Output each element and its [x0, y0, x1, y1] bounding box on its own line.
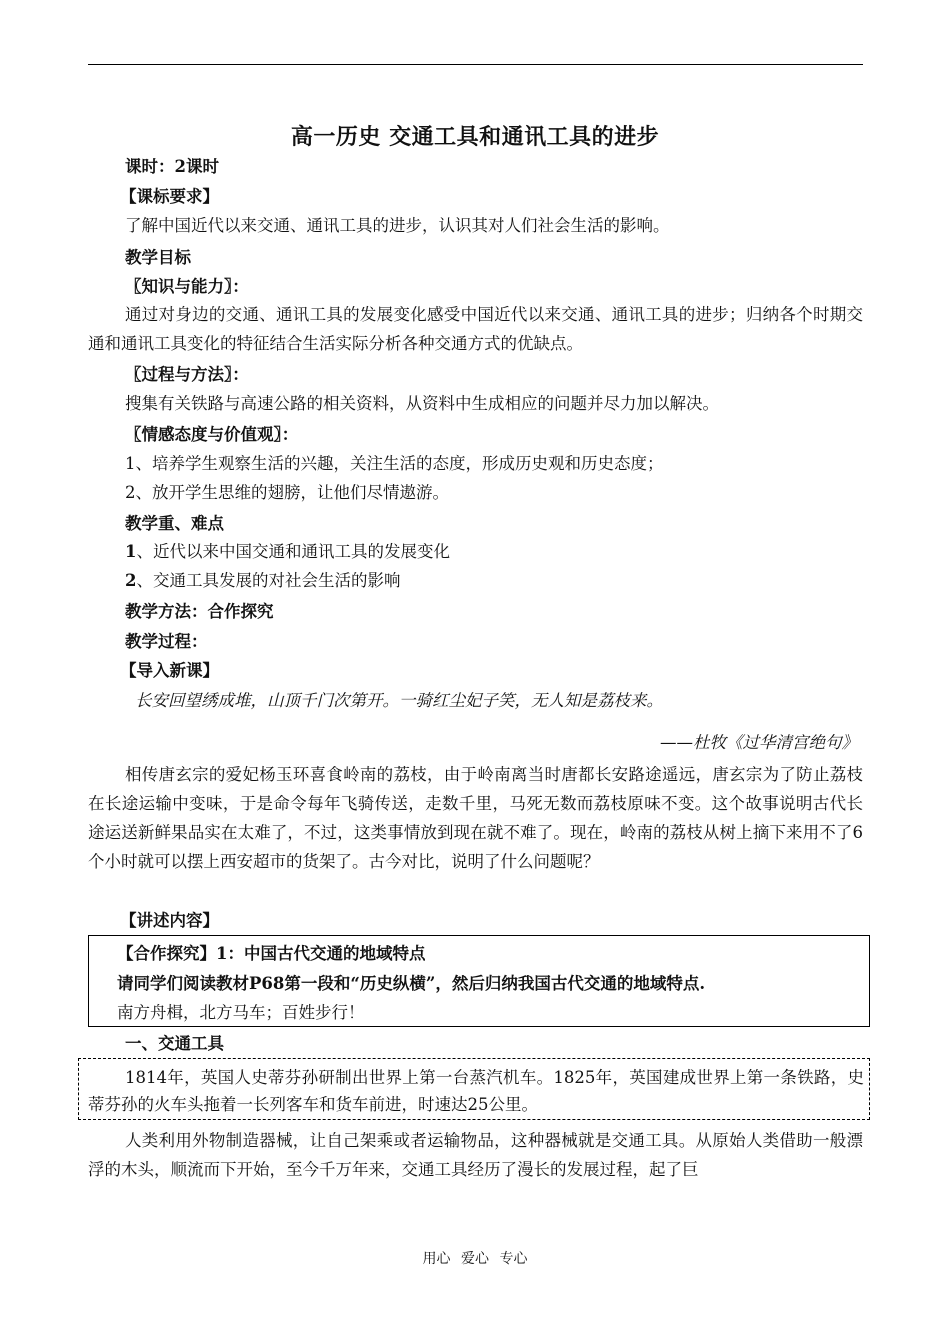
poem-source: ——杜牧《过华清宫绝句》 — [660, 733, 858, 752]
emotion-item-1: 1、培养学生观察生活的兴趣，关注生活的态度，形成历史观和历史态度； — [125, 454, 664, 473]
coop-question: 请同学们阅读教材P68第一段和“历史纵横”，然后归纳我国古代交通的地域特点. — [117, 974, 706, 993]
process-text: 搜集有关铁路与高速公路的相关资料，从资料中生成相应的问题并尽力加以解决。 — [125, 394, 719, 413]
class-hours: 课时：2课时 — [125, 157, 219, 176]
key-point-2-number: 2 — [125, 571, 137, 590]
knowledge-text: 通过对身边的交通、通讯工具的发展变化感受中国近代以来交通、通讯工具的进步；归纳各个时期交通和通讯工具变化的特征结合生活实际分析各种交通方式的优缺点。 — [88, 305, 863, 353]
intro-heading: 【导入新课】 — [120, 661, 219, 680]
key-point-1 — [125, 537, 905, 566]
section-heading-transport: 一、交通工具 — [125, 1034, 224, 1053]
locomotive-fact-box — [78, 1058, 870, 1120]
goals-heading: 教学目标 — [125, 248, 191, 267]
key-point-1-text: 、近代以来中国交通和通讯工具的发展变化 — [136, 542, 450, 561]
emotion-item-2: 2、放开学生思维的翅膀，让他们尽情遨游。 — [125, 483, 449, 502]
knowledge-heading: 〖知识与能力〗： — [125, 277, 249, 296]
transport-tools-paragraph: 人类利用外物制造器械，让自己架乘或者运输物品，这种器械就是交通工具。从原始人类借助一般漂浮的木头，顺流而下开始，至今千万年来，交通工具经历了漫长的发展过程，起了巨 — [88, 1131, 863, 1179]
page-footer: 用心 爱心 专心 — [422, 1251, 528, 1267]
cooperative-inquiry-box — [88, 935, 870, 1027]
key-point-1-number: 1 — [125, 542, 137, 561]
standard-text: 了解中国近代以来交通、通讯工具的进步，认识其对人们社会生活的影响。 — [125, 216, 670, 235]
poem: 长安回望绣成堆，山顶千门次第开。一骑红尘妃子笑，无人知是荔枝来。 — [135, 691, 663, 710]
key-points-heading: 教学重、难点 — [125, 514, 224, 533]
story-paragraph: 相传唐玄宗的爱妃杨玉环喜食岭南的荔枝，由于岭南离当时唐都长安路途遥远，唐玄宗为了防止荔枝在长途运输中变味，于是命令每年飞骑传送，走数千里，马死无数而荔枝原味不变。这个故事说明古代长途运送新鲜果品实在太难了，不过，这类事情放到现在就不难了。现在，岭南的荔枝从树上摘下来用不了6个小时就可以摆上西安超市的货架了。古今对比，说明了什么问题呢？ — [88, 765, 863, 871]
header-rule — [88, 64, 863, 65]
key-point-2 — [125, 566, 905, 595]
emotion-heading: 〖情感态度与价值观〗： — [125, 425, 299, 444]
coop-title: 【合作探究】1：中国古代交通的地域特点 — [117, 944, 426, 963]
content-heading: 【讲述内容】 — [120, 911, 219, 930]
teaching-method: 教学方法：合作探究 — [125, 602, 274, 621]
standard-heading: 【课标要求】 — [120, 187, 219, 206]
coop-answer: 南方舟楫，北方马车；百姓步行！ — [117, 1003, 365, 1022]
process-heading: 〖过程与方法〗： — [125, 365, 249, 384]
teaching-process-label: 教学过程： — [125, 632, 208, 651]
page-title: 高一历史 交通工具和通讯工具的进步 — [290, 124, 660, 150]
key-point-2-text: 、交通工具发展的对社会生活的影响 — [136, 571, 401, 590]
locomotive-fact-text: 1814年，英国人史蒂芬孙研制出世界上第一台蒸汽机车。1825年，英国建成世界上第一条铁路，史蒂芬孙的火车头拖着一长列客车和货车前进，时速达25公里。 — [88, 1068, 864, 1114]
